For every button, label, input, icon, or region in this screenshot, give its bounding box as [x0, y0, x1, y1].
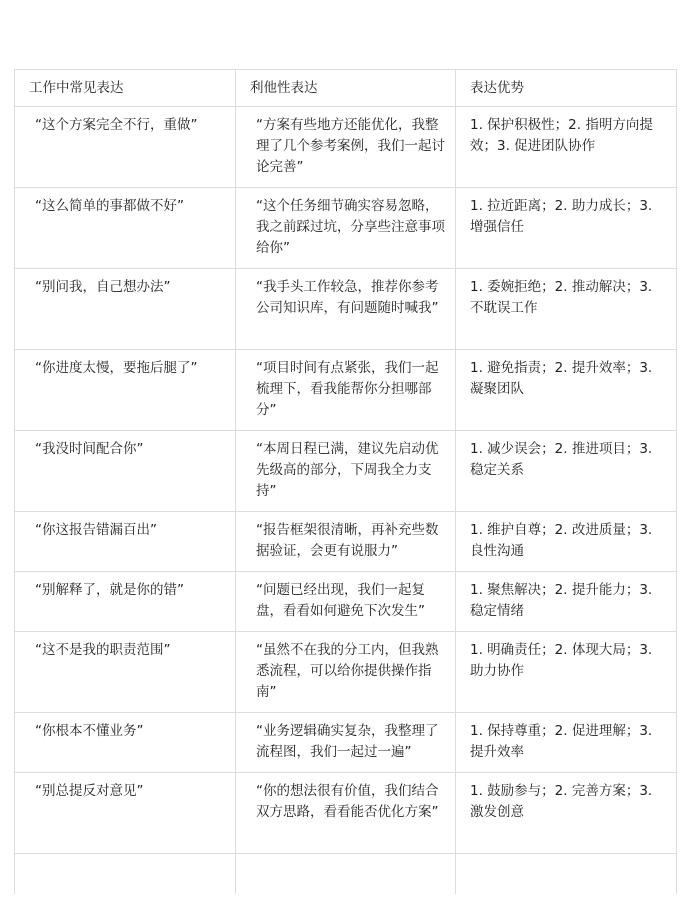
- advantage-cell: 1. 委婉拒绝；2. 推动解决；3. 不耽误工作: [456, 269, 677, 350]
- header-altruistic-expression: 利他性表达: [236, 70, 456, 107]
- table-row: [15, 188, 677, 269]
- advantage-cell: 1. 拉近距离；2. 助力成长；3. 增强信任: [456, 188, 677, 269]
- common-expression-cell: “别解释了，就是你的错”: [15, 572, 236, 632]
- advantage-cell: 1. 聚焦解决；2. 提升能力；3. 稳定情绪: [456, 572, 677, 632]
- advantage-cell: 1. 保护积极性；2. 指明方向提效；3. 促进团队协作: [456, 107, 677, 188]
- advantage-cell: 1. 明确责任；2. 体现大局；3. 助力协作: [456, 632, 677, 713]
- empty-cell: [236, 854, 456, 894]
- header-row: [15, 70, 677, 107]
- common-expression-cell: “你这报告错漏百出”: [15, 512, 236, 572]
- common-expression-cell: “我没时间配合你”: [15, 431, 236, 512]
- advantage-cell: 1. 避免指责；2. 提升效率；3. 凝聚团队: [456, 350, 677, 431]
- altruistic-expression-cell: “这个任务细节确实容易忽略，我之前踩过坑，分享些注意事项给你”: [236, 188, 456, 269]
- table-header: [15, 70, 677, 107]
- advantage-cell: 1. 维护自尊；2. 改进质量；3. 良性沟通: [456, 512, 677, 572]
- table-row: [15, 713, 677, 773]
- common-expression-cell: “别总提反对意见”: [15, 773, 236, 854]
- common-expression-cell: “别问我，自己想办法”: [15, 269, 236, 350]
- table-body: [15, 107, 677, 894]
- table-row: [15, 773, 677, 854]
- altruistic-expression-cell: “项目时间有点紧张，我们一起梳理下，看我能帮你分担哪部分”: [236, 350, 456, 431]
- advantage-cell: 1. 保持尊重；2. 促进理解；3. 提升效率: [456, 713, 677, 773]
- table-row: [15, 269, 677, 350]
- altruistic-expression-cell: “业务逻辑确实复杂，我整理了流程图，我们一起过一遍”: [236, 713, 456, 773]
- common-expression-cell: “这个方案完全不行，重做”: [15, 107, 236, 188]
- common-expression-cell: “这不是我的职责范围”: [15, 632, 236, 713]
- altruistic-expression-cell: “报告框架很清晰，再补充些数据验证，会更有说服力”: [236, 512, 456, 572]
- table-row: [15, 632, 677, 713]
- advantage-cell: 1. 减少误会；2. 推进项目；3. 稳定关系: [456, 431, 677, 512]
- table-row: [15, 107, 677, 188]
- common-expression-cell: “这么简单的事都做不好”: [15, 188, 236, 269]
- altruistic-expression-cell: “虽然不在我的分工内，但我熟悉流程，可以给你提供操作指南”: [236, 632, 456, 713]
- altruistic-expression-cell: “方案有些地方还能优化，我整理了几个参考案例，我们一起讨论完善”: [236, 107, 456, 188]
- expression-comparison-table: [14, 69, 677, 894]
- table-row: [15, 512, 677, 572]
- table-row: [15, 350, 677, 431]
- altruistic-expression-cell: “我手头工作较急，推荐你参考公司知识库，有问题随时喊我”: [236, 269, 456, 350]
- empty-cell: [456, 854, 677, 894]
- empty-cell: [15, 854, 236, 894]
- common-expression-cell: “你进度太慢，要拖后腿了”: [15, 350, 236, 431]
- header-common-expression: 工作中常见表达: [15, 70, 236, 107]
- altruistic-expression-cell: “本周日程已满，建议先启动优先级高的部分，下周我全力支持”: [236, 431, 456, 512]
- table-row: [15, 431, 677, 512]
- table-row: [15, 572, 677, 632]
- header-expression-advantage: 表达优势: [456, 70, 677, 107]
- empty-table-row: [15, 854, 677, 894]
- common-expression-cell: “你根本不懂业务”: [15, 713, 236, 773]
- advantage-cell: 1. 鼓励参与；2. 完善方案；3. 激发创意: [456, 773, 677, 854]
- altruistic-expression-cell: “问题已经出现，我们一起复盘，看看如何避免下次发生”: [236, 572, 456, 632]
- altruistic-expression-cell: “你的想法很有价值，我们结合双方思路，看看能否优化方案”: [236, 773, 456, 854]
